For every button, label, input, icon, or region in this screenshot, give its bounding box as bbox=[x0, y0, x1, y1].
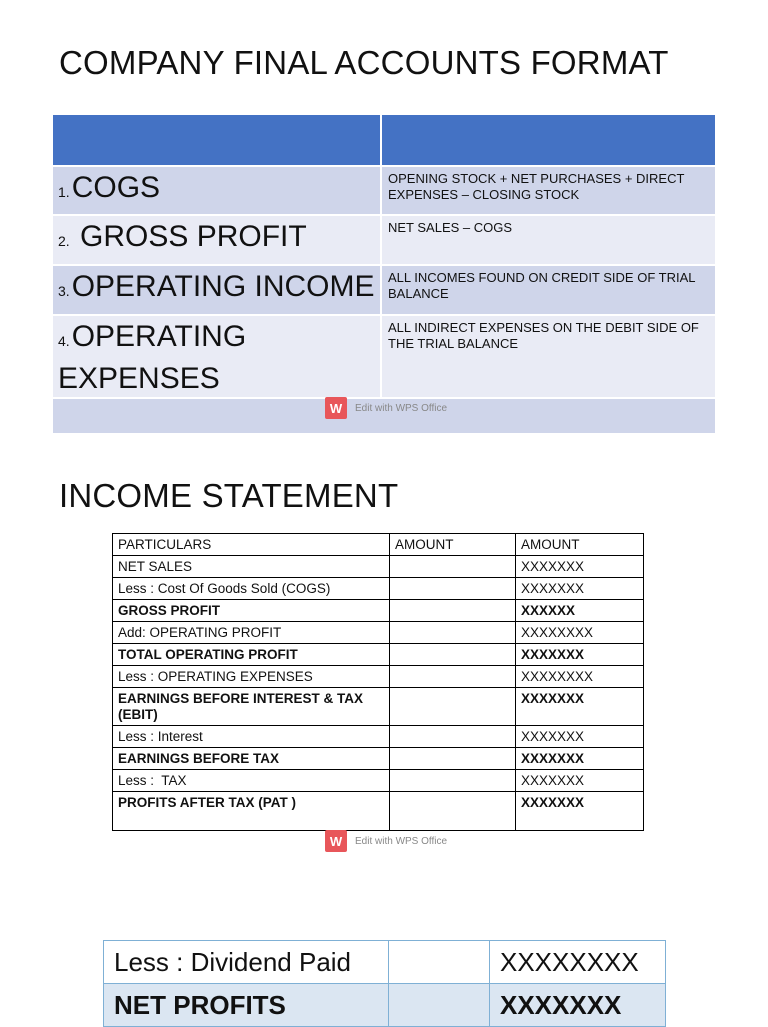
row-amount2: XXXXXXX bbox=[516, 792, 644, 831]
table-row bbox=[113, 644, 644, 666]
table-row bbox=[113, 726, 644, 748]
definition-term: 3.OPERATING INCOME bbox=[53, 266, 382, 314]
wps-logo-icon: W bbox=[325, 397, 347, 419]
wps-watermark-text: Edit with WPS Office bbox=[355, 835, 448, 847]
row-amount1 bbox=[390, 578, 516, 600]
row-amount2: XXXXXXX bbox=[516, 556, 644, 578]
definition-text: OPENING STOCK + NET PURCHASES + DIRECT EXPENSES – CLOSING STOCK bbox=[388, 171, 685, 202]
header-amount: AMOUNT bbox=[516, 534, 644, 556]
row-label: PROFITS AFTER TAX (PAT ) bbox=[113, 792, 390, 831]
row-amount1 bbox=[390, 622, 516, 644]
row-amount2: XXXXXXX bbox=[516, 578, 644, 600]
wps-watermark bbox=[325, 397, 447, 419]
row-label: Less : OPERATING EXPENSES bbox=[113, 666, 390, 688]
row-amount1 bbox=[390, 556, 516, 578]
row-label: NET PROFITS bbox=[104, 984, 389, 1027]
definition-term: 1.COGS bbox=[53, 167, 382, 214]
table-row bbox=[113, 600, 644, 622]
table-row bbox=[113, 622, 644, 644]
definition-text: ALL INCOMES FOUND ON CREDIT SIDE OF TRIAL BALANCE bbox=[388, 270, 695, 301]
row-amount2: XXXXXXX bbox=[516, 770, 644, 792]
row-amount2: XXXXXXXX bbox=[490, 941, 666, 984]
definition-number: 3. bbox=[58, 283, 70, 299]
row-amount2: XXXXXXX bbox=[516, 688, 644, 726]
row-label: NET SALES bbox=[113, 556, 390, 578]
definition-text: NET SALES – COGS bbox=[388, 220, 513, 235]
row-amount1 bbox=[390, 792, 516, 831]
row-label: Less : Dividend Paid bbox=[104, 941, 389, 984]
table-row bbox=[113, 688, 644, 726]
definition-row-operating-expenses bbox=[53, 316, 715, 399]
definition-number: 2. bbox=[58, 233, 70, 249]
header-particulars: PARTICULARS bbox=[113, 534, 390, 556]
row-amount1 bbox=[390, 748, 516, 770]
definition-number: 1. bbox=[58, 184, 70, 200]
wps-watermark-text: Edit with WPS Office bbox=[355, 402, 448, 414]
row-amount2: XXXXXXX bbox=[490, 984, 666, 1027]
row-label: TOTAL OPERATING PROFIT bbox=[113, 644, 390, 666]
row-amount1 bbox=[389, 984, 490, 1027]
wps-logo-icon: W bbox=[325, 830, 347, 852]
row-amount2: XXXXXXXX bbox=[516, 666, 644, 688]
definition-text: ALL INDIRECT EXPENSES ON THE DEBIT SIDE OF THE TRIAL BALANCE bbox=[388, 320, 699, 351]
row-label: GROSS PROFIT bbox=[113, 600, 390, 622]
table-row bbox=[113, 792, 644, 831]
row-amount1 bbox=[390, 644, 516, 666]
income-statement-table bbox=[112, 533, 644, 831]
page-title: COMPANY FINAL ACCOUNTS FORMAT bbox=[59, 44, 669, 81]
table-row bbox=[104, 941, 666, 984]
table-row bbox=[104, 984, 666, 1027]
row-label: EARNINGS BEFORE INTEREST & TAX (EBIT) bbox=[113, 688, 390, 726]
header-amount: AMOUNT bbox=[390, 534, 516, 556]
row-amount1 bbox=[390, 770, 516, 792]
definitions-table bbox=[53, 115, 715, 435]
row-amount1 bbox=[390, 688, 516, 726]
row-amount1 bbox=[390, 600, 516, 622]
row-label: Less : Cost Of Goods Sold (COGS) bbox=[113, 578, 390, 600]
row-amount2: XXXXXXX bbox=[516, 726, 644, 748]
definition-row-operating-income bbox=[53, 266, 715, 316]
net-profit-table bbox=[103, 940, 666, 1027]
row-label: Add: OPERATING PROFIT bbox=[113, 622, 390, 644]
row-amount2: XXXXXXX bbox=[516, 644, 644, 666]
wps-watermark bbox=[325, 830, 447, 852]
row-amount2: XXXXXX bbox=[516, 600, 644, 622]
definition-number: 4. bbox=[58, 333, 70, 349]
section-title: INCOME STATEMENT bbox=[59, 477, 399, 514]
table-row bbox=[113, 770, 644, 792]
definitions-header-row bbox=[53, 115, 715, 167]
row-amount2: XXXXXXX bbox=[516, 748, 644, 770]
row-amount1 bbox=[389, 941, 490, 984]
row-amount1 bbox=[390, 726, 516, 748]
row-label: Less : TAX bbox=[113, 770, 390, 792]
table-header-row bbox=[113, 534, 644, 556]
definition-term: 4.OPERATING EXPENSES bbox=[53, 316, 382, 397]
definition-row-cogs bbox=[53, 167, 715, 216]
row-label: EARNINGS BEFORE TAX bbox=[113, 748, 390, 770]
row-amount1 bbox=[390, 666, 516, 688]
table-row bbox=[113, 666, 644, 688]
row-amount2: XXXXXXXX bbox=[516, 622, 644, 644]
definition-term: 2. GROSS PROFIT bbox=[53, 216, 382, 264]
row-label: Less : Interest bbox=[113, 726, 390, 748]
definition-row-gross-profit bbox=[53, 216, 715, 266]
table-row bbox=[113, 748, 644, 770]
table-row bbox=[113, 578, 644, 600]
table-row bbox=[113, 556, 644, 578]
